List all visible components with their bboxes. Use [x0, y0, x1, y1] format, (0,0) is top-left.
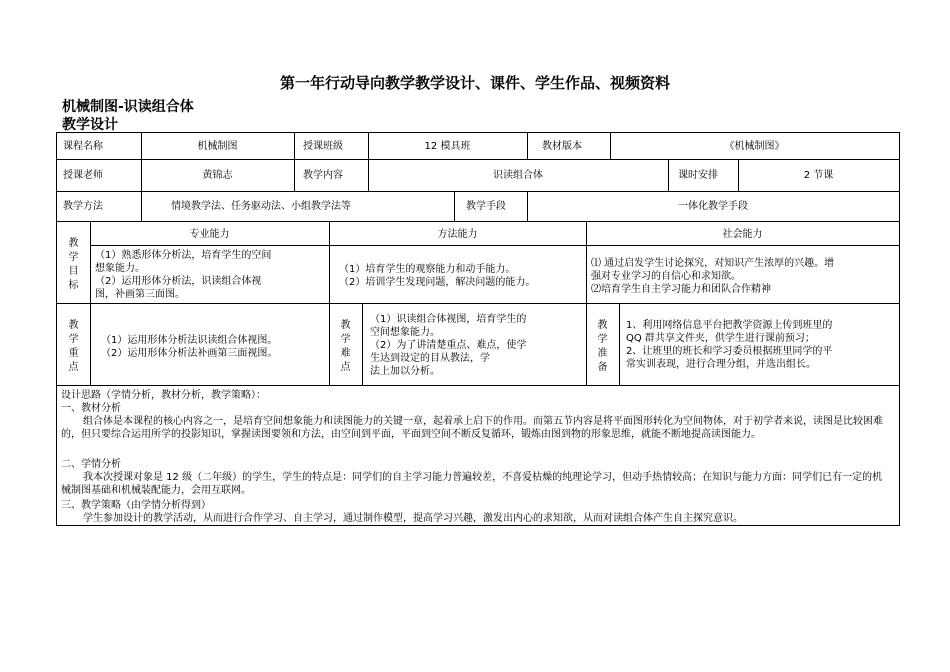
- means-label: 教学手段: [466, 201, 506, 212]
- course-name-label: 课程名称: [63, 141, 103, 152]
- col-divider: [454, 191, 455, 221]
- social-ability-text: ⑴ 通过启发学生讨论探究，对知识产生浓厚的兴趣。增 强对专业学习的自信心和求知欲。 ⑵培育学生自主学习能力和团队合作精神: [591, 258, 835, 295]
- course-name-value: 机械制图: [197, 141, 238, 152]
- preparation-label: 教 学 准 备: [597, 320, 608, 373]
- social-ability-header: 社会能力: [722, 229, 763, 240]
- lesson-plan-table: [56, 132, 900, 526]
- document-subtitle-design: 教学设计: [62, 117, 118, 133]
- col-divider: [294, 159, 295, 191]
- document-title: 第一年行动导向教学教学设计、课件、学生作品、视频资料: [279, 74, 670, 92]
- row-divider: [57, 221, 899, 222]
- difficulties-label: 教 学 难 点: [340, 320, 351, 373]
- col-divider: [527, 133, 528, 159]
- row-divider: [57, 303, 899, 304]
- professional-ability-header: 专业能力: [189, 229, 230, 240]
- key-points-label: 教 学 重 点: [68, 320, 79, 373]
- design-heading: 设计思路（学情分析，教材分析，教学策略）：: [61, 390, 266, 401]
- difficulties-text: （1）识读组合体视图，培育学生的 空间想象能力。 （2）为了讲清楚重点、难点，使学 生达到设定的目从教法，学 法上加以分析。: [370, 314, 527, 377]
- col-divider: [90, 303, 91, 385]
- teacher-value: 黄锦志: [202, 170, 233, 181]
- preparation-text: 1、利用网络信息平台把教学资源上传到班里的 QQ 群共享文件夹，供学生进行课前预习； 2、让班里的班长和学习委员根据班里同学的平 常实训表现，进行合理分组，并选出组长。: [626, 320, 833, 370]
- col-divider: [668, 159, 669, 191]
- section2-text: 我本次授课对象是 12 级（二年级）的学生，学生的特点是：同学们的自主学习能力普遍较差，不喜爱枯燥的纯理论学习，但动手热情较高；在知识与能力方面：同学们已有一定的机械制图基础和机械装配能力，会用互联网。: [61, 472, 883, 496]
- document-subtitle-topic: 机械制图-识读组合体: [62, 99, 194, 115]
- col-divider: [294, 133, 295, 159]
- method-ability-header: 方法能力: [437, 229, 478, 240]
- content-label: 教学内容: [303, 170, 343, 181]
- section2-title: 二、学情分析: [61, 459, 121, 470]
- textbook-value: 《机械制图》: [724, 141, 785, 152]
- row-divider: [90, 245, 899, 246]
- section3-title: 三、教学策略（由学情分析得到）: [61, 500, 211, 511]
- key-points-text: （1）运用形体分析法识读组合体视图。 （2）运用形体分析法补画第三面视图。: [101, 335, 278, 359]
- section3-text: 学生参加设计的教学活动，从而进行合作学习、自主学习，通过制作模型，提高学习兴趣，激发出内心的求知欲，从而对读组合体产生自主探究意识。: [83, 513, 743, 524]
- col-divider: [619, 303, 620, 385]
- row-divider: [57, 385, 899, 386]
- method-ability-text: （1）培育学生的观察能力和动手能力。 （2）培训学生发现问题，解决问题的能力。: [339, 264, 536, 288]
- professional-ability-text: （1）熟悉形体分析法，培育学生的空间 想象能力。 （2）运用形体分析法，识读组合体视 图，补画第三面图。: [95, 250, 272, 300]
- col-divider: [141, 191, 142, 221]
- method-label: 教学方法: [63, 201, 103, 212]
- hours-value: 2 节课: [803, 170, 834, 181]
- textbook-label: 教材版本: [542, 141, 582, 152]
- method-value: 情境教学法、任务驱动法、小组教学法等: [171, 201, 351, 212]
- content-value: 识读组合体: [493, 170, 543, 181]
- row-divider: [57, 191, 899, 192]
- row-divider: [57, 159, 899, 160]
- means-value: 一体化教学手段: [678, 201, 748, 212]
- class-value: 12 模具班: [424, 141, 471, 152]
- teaching-goals-label: 教 学 目 标: [68, 238, 79, 291]
- section1-text: 组合体是本课程的核心内容之一，是培育空间想象能力和读图能力的关键一章，起着承上启下的作用。而第五节内容是将平面图形转化为空间物体，对于初学者来说，读图是比较困难的，但只要综合运用所学的投影知识，掌握读图要领和方法，由空间到平面，平面到空间不断反复循环，锻炼由图到物的形象思维，就能不断地提高读图能力。: [61, 416, 883, 440]
- section1-title: 一、教材分析: [61, 403, 121, 414]
- col-divider: [362, 303, 363, 385]
- class-label: 授课班级: [303, 141, 343, 152]
- hours-label: 课时安排: [678, 170, 718, 181]
- teacher-label: 授课老师: [63, 170, 103, 181]
